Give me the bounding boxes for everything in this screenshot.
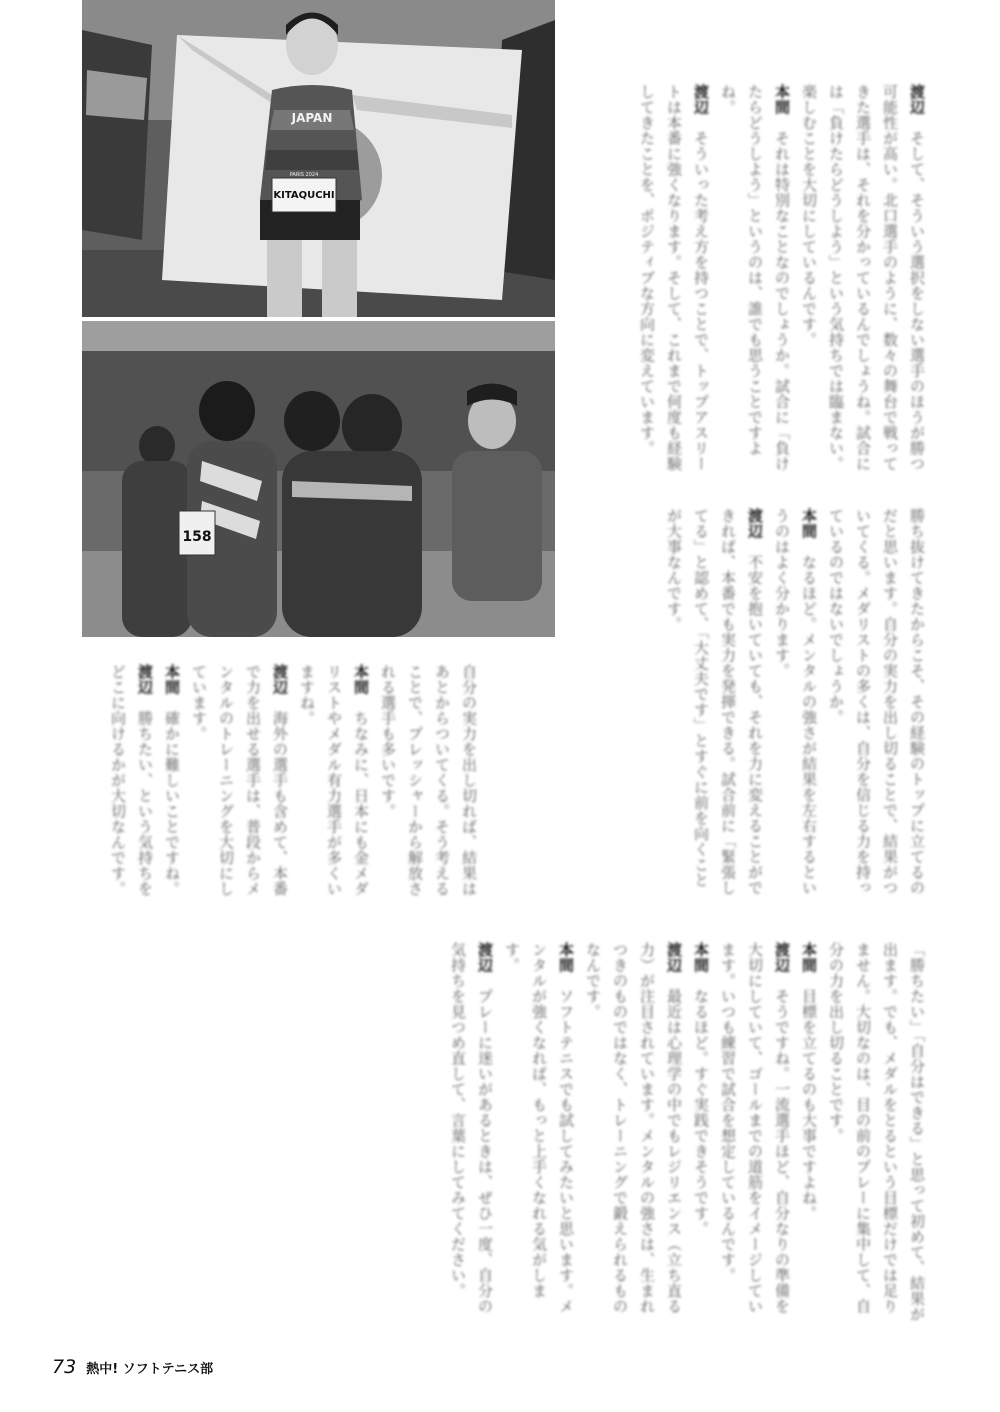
page-footer bbox=[52, 1356, 213, 1378]
photo-athlete-with-flag bbox=[82, 0, 555, 317]
bib-name: KITAQUCHI bbox=[273, 190, 335, 201]
paragraph: 渡辺 そうですね。一流選手ほど、自分なりの準備を大切にしていて、ゴールまでの道筋をイメージしています。いつも練習で試合を想定しているんです。 bbox=[719, 942, 791, 1314]
team-hug-illustration bbox=[82, 321, 555, 637]
article-block-mid-left bbox=[82, 664, 482, 904]
paragraph: 渡辺 そして、そういう選択をしない選手のほうが勝つ可能性が高い。北口選手のように、数々の舞台で戦ってきた選手は、それを分かっているんでしょうね。試合には「負けたらどうしよう」という気持ちでは臨まない。楽しむことを大切にしているんです。 bbox=[800, 84, 926, 472]
paragraph: 本間 目標を立てるのも大事ですよね。 bbox=[800, 942, 818, 1221]
paragraph: 本間 なるほど。メンタルの強さが結果を左右するというのはよく分かります。 bbox=[773, 508, 818, 896]
article-block-top-right bbox=[600, 84, 930, 484]
article-block-bottom-right bbox=[80, 942, 930, 1322]
paragraph: 渡辺 海外の選手も含めて、本番で力を出せる選手は、普段からメンタルのトレーニングを大切にしています。 bbox=[190, 664, 289, 897]
paragraph: 渡辺 そういった考え方を持つことで、トップアスリートは本番に強くなります。そして、これまで何度も経験してきたことを、ポジティブな方向に変えています。 bbox=[638, 84, 710, 472]
magazine-title: 熱中! ソフトテニス部 bbox=[86, 1362, 214, 1377]
paragraph: 渡辺 最近は心理学の中でもレジリエンス（立ち直る力）が注目されています。メンタルの強さは、生まれつきのものではなく、トレーニングで鍛えられるものなんです。 bbox=[584, 942, 683, 1314]
page-number: 73 bbox=[52, 1356, 77, 1378]
paragraph: 本間 確かに難しいことですね。 bbox=[163, 664, 181, 897]
paragraph: 本間 それは特別なことなのでしょうか。試合に「負けたらどうしよう」というのは、誰でも思うことですよね。 bbox=[719, 84, 791, 472]
paragraph: 渡辺 不安を抱いていても、それを力に変えることができれば、本番でも実力を発揮できる。試合前に「緊張してる」と認めて、「大丈夫です」とすぐに前を向くことが大事なんです。 bbox=[665, 508, 764, 896]
bib-number: 158 bbox=[182, 529, 212, 545]
paragraph: 勝ち抜けてきたからこそ、その経験のトップに立てるのだと思います。自分の実力を出し切ることで、結果がついてくる。メダリストの多くは、自分を信じる力を持っているのではないでしょうか。 bbox=[827, 508, 926, 896]
photo-team-hug bbox=[82, 321, 555, 637]
paragraph: 本間 ソフトテニスでも試してみたいと思います。メンタルが強くなれば、もっと上手くなれる気がします。 bbox=[503, 942, 575, 1314]
paragraph: 渡辺 勝ちたい、という気持ちをどこに向けるかが大切なんです。 bbox=[109, 664, 154, 897]
article-block-mid-right bbox=[570, 508, 930, 903]
paragraph: 本間 なるほど。すぐ実践できそうです。 bbox=[692, 942, 710, 1237]
paragraph: 本間 ちなみに、日本にも金メダリストやメダル有力選手が多くいますね。 bbox=[298, 664, 370, 897]
flag-celebration-illustration bbox=[82, 0, 555, 317]
bib-event: PARIS 2024 bbox=[289, 172, 319, 178]
singlet-country: JAPAN bbox=[291, 111, 333, 125]
paragraph: 自分の実力を出し切れば、結果はあとからついてくる。そう考えることで、プレッシャーから解放される選手も多いです。 bbox=[379, 664, 478, 897]
paragraph: 渡辺 プレーに迷いがあるときは、ぜひ一度、自分の気持ちを見つめ直して、言葉にしてみてください。 bbox=[449, 942, 494, 1314]
paragraph: 「勝ちたい」「自分はできる」と思って初めて、結果が出ます。でも、メダルをとるという目標だけでは足りません。大切なのは、目の前のプレーに集中して、自分の力を出し切ることです。 bbox=[827, 942, 926, 1322]
